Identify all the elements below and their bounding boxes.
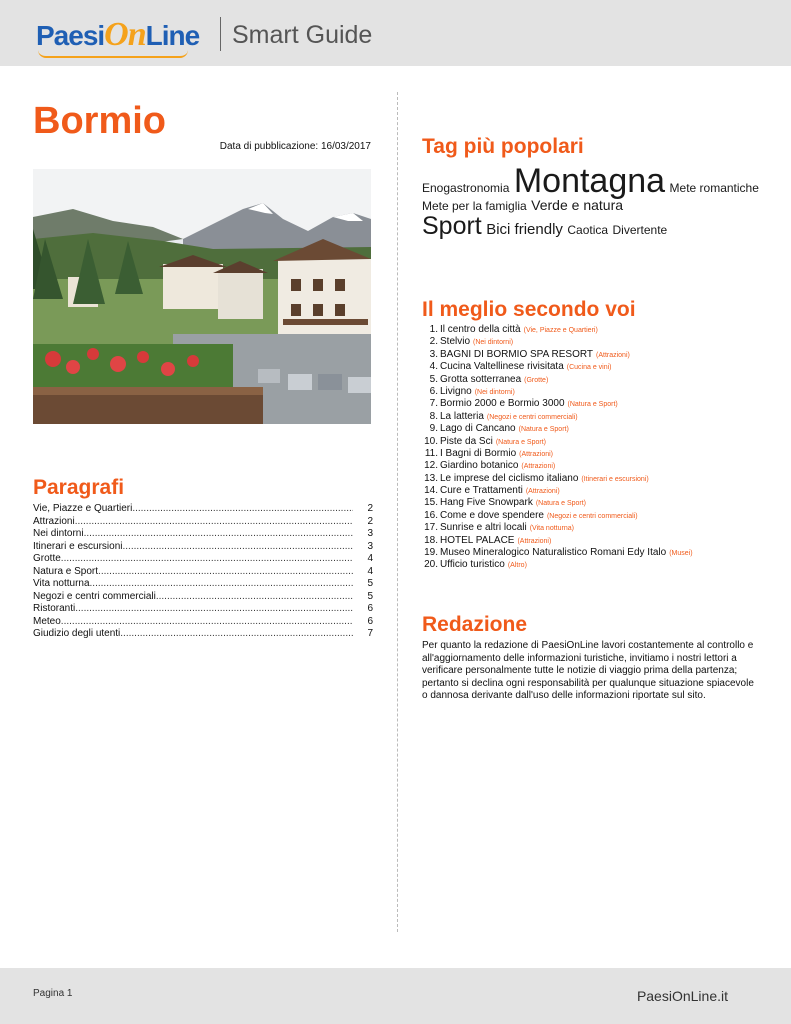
toc-item[interactable] [33, 616, 375, 629]
tag-divertente[interactable]: Divertente [612, 223, 668, 237]
item-number: 20. [424, 559, 438, 571]
item-category: (Nei dintorni) [474, 388, 515, 396]
item-category: (Attrazioni) [525, 488, 560, 496]
toc-leader [98, 566, 353, 579]
tag-sport[interactable]: Sport [422, 212, 482, 240]
toc-item[interactable] [33, 628, 375, 641]
toc-leader [90, 578, 353, 591]
column-divider [397, 92, 398, 932]
item-category: (Grotte) [524, 376, 549, 384]
item-name: Bormio 2000 e Bormio 3000 [440, 398, 565, 410]
list-item[interactable] [422, 559, 772, 571]
meglio-title: Il meglio secondo voi [422, 298, 636, 321]
item-category: (Vita notturna) [529, 525, 574, 533]
page-header [0, 0, 791, 66]
list-item[interactable] [422, 460, 772, 472]
page-number: Pagina 1 [33, 988, 73, 999]
toc-item-label: Negozi e centri commerciali [33, 590, 156, 602]
toc-item-page: 2 [367, 515, 373, 527]
logo-text-paesi: Paesi [36, 20, 105, 51]
item-name: Cucina Valtellinese rivisitata [440, 361, 564, 373]
toc-item-label: Natura e Sport [33, 565, 99, 577]
tag-enogastronomia[interactable]: Enogastronomia [422, 181, 510, 195]
toc-item-label: Vie, Piazze e Quartieri [33, 503, 133, 514]
toc-item-page: 7 [367, 628, 373, 639]
item-number: 6. [429, 385, 438, 397]
toc-item[interactable] [33, 566, 375, 579]
item-name: BAGNI DI BORMIO SPA RESORT [440, 348, 593, 360]
toc-item-page: 6 [367, 615, 373, 627]
item-number: 11. [424, 447, 438, 459]
item-name: Le imprese del ciclismo italiano [440, 472, 579, 484]
tag-mete-famiglia[interactable]: Mete per la famiglia [422, 199, 527, 213]
toc-item-label: Attrazioni [33, 515, 75, 527]
toc-item[interactable] [33, 553, 375, 566]
toc-item-label: Nei dintorni [33, 528, 84, 539]
toc-item-page: 4 [367, 565, 373, 577]
toc-leader [75, 603, 353, 616]
list-item[interactable] [422, 510, 772, 522]
toc-item-page: 2 [367, 503, 373, 514]
item-name: Ufficio turistico [440, 559, 505, 571]
city-photo [33, 169, 371, 424]
toc-item-page: 3 [367, 528, 373, 539]
toc-item-label: Ristoranti [33, 603, 76, 614]
item-number: 16. [424, 509, 438, 521]
tag-montagna[interactable]: Montagna [513, 162, 666, 200]
toc-item-label: Grotte [33, 553, 61, 564]
list-item[interactable] [422, 535, 772, 547]
toc-item[interactable] [33, 578, 375, 591]
list-item[interactable] [422, 473, 772, 485]
toc-item[interactable] [33, 528, 375, 541]
toc-item[interactable] [33, 516, 375, 529]
list-item[interactable] [422, 497, 772, 509]
item-number: 5. [429, 373, 438, 385]
item-number: 14. [424, 485, 438, 497]
list-item[interactable] [422, 361, 772, 373]
redazione-text: Per quanto la redazione di PaesiOnLine lavori costantemente al controllo e all'aggiornamento delle informazioni turistiche, invitiamo i nostri lettori a verificare personalmente tutte le notizie di viaggio prima della partenza; pertanto si declina ogni responsabilità per qualunque situazione spiacevole o dannosa derivante dall'uso delle informazioni riportate sul sito. [422, 640, 754, 701]
item-number: 13. [424, 472, 438, 484]
item-name: Museo Mineralogico Naturalistico Romani Edy Italo [440, 547, 667, 559]
toc-leader [75, 516, 353, 529]
table-of-contents [33, 503, 375, 641]
item-name: Lago di Cancano [440, 423, 516, 435]
toc-leader [61, 553, 353, 566]
item-name: La latteria [440, 410, 484, 422]
toc-item-label: Vita notturna [33, 578, 90, 589]
list-item[interactable] [422, 374, 772, 386]
item-number: 1. [429, 324, 438, 335]
list-item[interactable] [422, 349, 772, 361]
paragrafi-title: Paragrafi [33, 476, 125, 499]
item-category: (Negozi e centri commerciali) [546, 512, 638, 520]
item-category: (Attrazioni) [519, 450, 553, 458]
tags-title: Tag più popolari [422, 135, 584, 158]
item-name: Sunrise e altri locali [440, 522, 527, 534]
toc-item-page: 5 [367, 590, 373, 602]
item-category: (Negozi e centri commerciali) [486, 413, 578, 421]
item-category: (Musei) [669, 550, 693, 558]
city-title: Bormio [33, 100, 166, 142]
toc-leader [132, 503, 353, 516]
item-category: (Nei dintorni) [473, 339, 514, 347]
list-item[interactable] [422, 547, 772, 559]
item-number: 10. [424, 435, 438, 447]
item-number: 15. [424, 497, 438, 509]
item-name: Piste da Sci [440, 435, 493, 447]
site-name[interactable]: PaesiOnLine.it [636, 988, 728, 1004]
publication-date: Data di pubblicazione: 16/03/2017 [219, 141, 371, 152]
list-item[interactable] [422, 436, 772, 448]
tag-caotica[interactable]: Caotica [567, 223, 609, 237]
item-name: Grotta sotterranea [440, 373, 522, 385]
tag-bici-friendly[interactable]: Bici friendly [486, 221, 563, 238]
item-number: 2. [429, 336, 438, 348]
toc-item[interactable] [33, 503, 375, 516]
item-name: Stelvio [440, 336, 471, 348]
logo-text-on: On [104, 16, 146, 53]
item-number: 18. [424, 534, 438, 546]
list-item[interactable] [422, 423, 772, 435]
toc-leader [122, 541, 353, 554]
toc-item-page: 3 [367, 540, 373, 552]
item-category: (Natura e Sport) [518, 426, 569, 434]
toc-item[interactable] [33, 541, 375, 554]
toc-item[interactable] [33, 591, 375, 604]
redazione-title: Redazione [422, 613, 528, 636]
toc-item-page: 4 [367, 553, 373, 564]
item-name: HOTEL PALACE [440, 534, 515, 546]
header-title: Smart Guide [232, 21, 373, 49]
list-item[interactable] [422, 411, 772, 423]
list-item[interactable] [422, 386, 772, 398]
item-category: (Itinerari e escursioni) [581, 475, 649, 483]
item-category: (Attrazioni) [517, 537, 552, 545]
list-item[interactable] [422, 485, 772, 497]
item-category: (Vie, Piazze e Quartieri) [523, 327, 598, 334]
header-separator [220, 17, 221, 51]
item-name: I Bagni di Bormio [440, 447, 517, 459]
item-name: Hang Five Snowpark [440, 497, 533, 509]
list-item[interactable] [422, 398, 772, 410]
toc-item-page: 6 [367, 603, 373, 614]
item-number: 3. [429, 348, 438, 360]
tag-cloud [422, 164, 762, 239]
list-item[interactable] [422, 336, 772, 348]
tag-mete-romantiche[interactable]: Mete romantiche [669, 181, 759, 195]
page-footer [0, 968, 791, 1024]
item-category: (Natura e Sport) [495, 438, 546, 446]
toc-leader [61, 616, 353, 629]
toc-item[interactable] [33, 603, 375, 616]
item-name: Il centro della città [440, 324, 521, 335]
best-places-list [422, 324, 772, 572]
toc-leader [120, 628, 353, 641]
toc-leader [156, 591, 353, 604]
logo-text-line: Line [145, 20, 200, 51]
toc-item-label: Meteo [33, 615, 61, 627]
item-number: 4. [429, 361, 438, 373]
item-category: (Cucina e vini) [566, 364, 612, 372]
item-name: Livigno [440, 385, 472, 397]
logo-swoosh [38, 50, 188, 58]
item-name: Giardino botanico [440, 460, 519, 472]
item-number: 12. [424, 460, 438, 472]
item-category: (Altro) [507, 562, 527, 570]
item-name: Cure e Trattamenti [440, 485, 523, 497]
item-category: (Natura e Sport) [535, 500, 587, 508]
toc-item-label: Itinerari e escursioni [33, 540, 123, 552]
tag-verde-natura[interactable]: Verde e natura [531, 197, 624, 213]
list-item[interactable] [422, 448, 772, 460]
toc-leader [84, 528, 353, 541]
toc-item-label: Giudizio degli utenti [33, 628, 121, 639]
item-category: (Attrazioni) [521, 463, 556, 471]
item-category: (Attrazioni) [596, 351, 630, 359]
toc-item-page: 5 [367, 578, 373, 589]
item-number: 17. [424, 522, 438, 534]
item-name: Come e dove spendere [440, 509, 544, 521]
list-item[interactable] [422, 522, 772, 534]
item-number: 9. [429, 423, 438, 435]
item-number: 19. [424, 547, 438, 559]
item-number: 8. [429, 410, 438, 422]
list-item[interactable] [422, 324, 772, 336]
item-number: 7. [429, 398, 438, 410]
item-category: (Natura e Sport) [567, 401, 618, 409]
